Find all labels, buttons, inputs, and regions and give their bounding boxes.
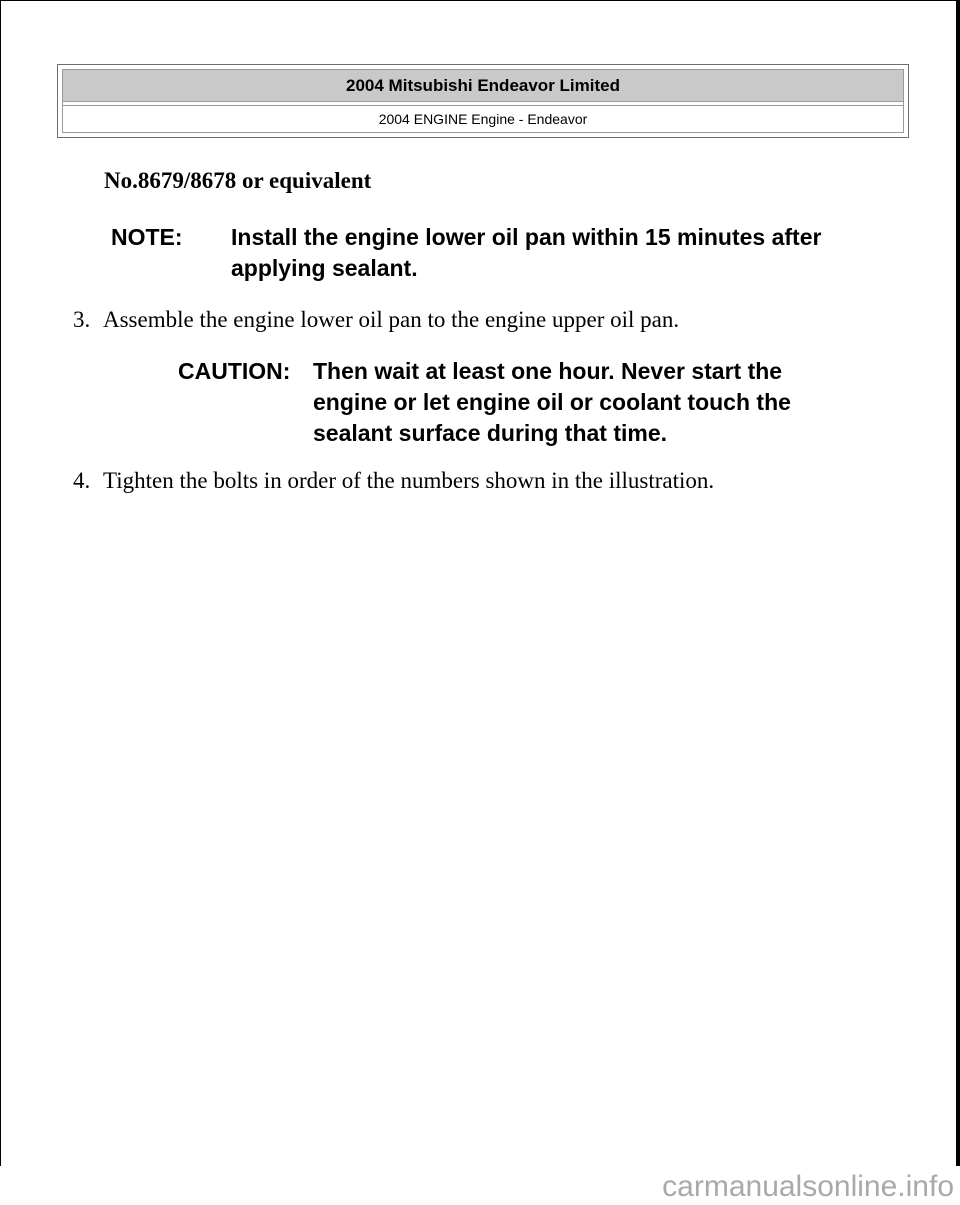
step-number: 4. — [73, 468, 91, 493]
step-number: 3. — [73, 307, 91, 332]
step-item — [73, 305, 679, 335]
step-text: Assemble the engine lower oil pan to the engine upper oil pan. — [103, 307, 680, 332]
caution-label: CAUTION: — [178, 358, 291, 384]
header-subtitle: 2004 ENGINE Engine - Endeavor — [63, 105, 903, 134]
caution-text: Then wait at least one hour. Never start the engine or let engine oil or coolant touch the sealant surface during that time. — [313, 358, 791, 446]
document-header — [57, 64, 909, 138]
note-text: Install the engine lower oil pan within 15 minutes after applying sealant. — [231, 224, 822, 281]
watermark: carmanualsonline.info — [662, 1170, 954, 1203]
step-text: Tighten the bolts in order of the numbers shown in the illustration. — [103, 468, 715, 493]
step-item — [73, 466, 714, 496]
note-label: NOTE: — [111, 224, 183, 250]
header-inner-border — [62, 69, 904, 133]
header-title: 2004 Mitsubishi Endeavor Limited — [63, 70, 903, 102]
sealant-spec: No.8679/8678 or equivalent — [104, 168, 372, 193]
